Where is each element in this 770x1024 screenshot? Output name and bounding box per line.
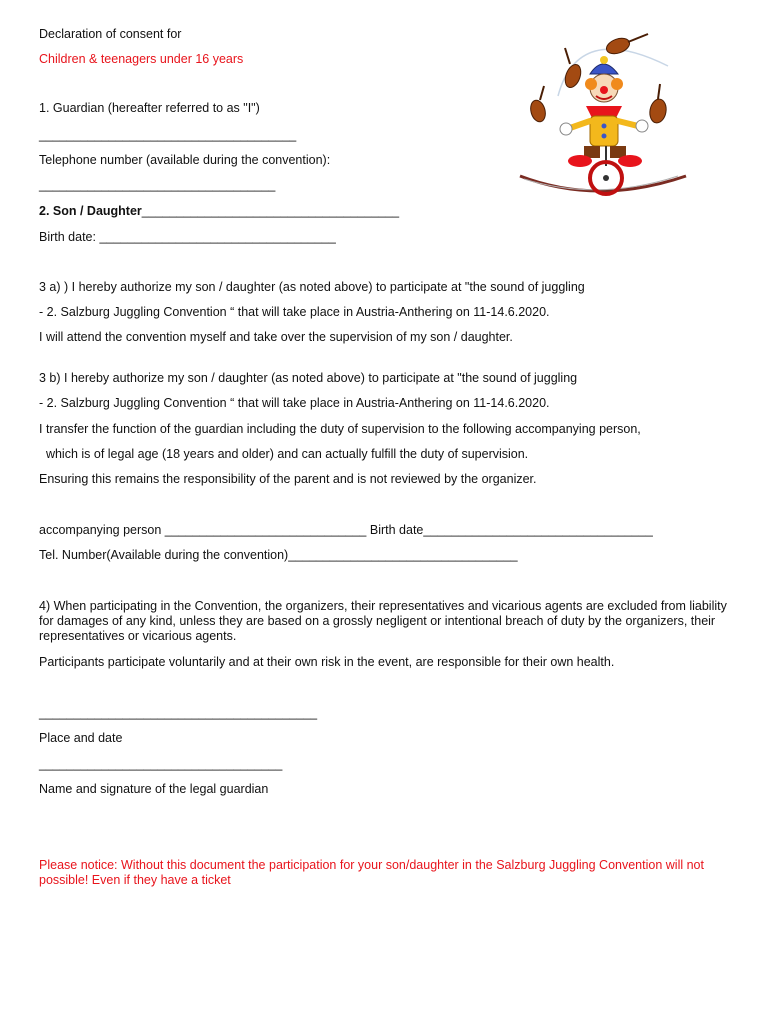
accompanying-person-field[interactable]: _____________________________ <box>164 523 367 537</box>
guardian-label: 1. Guardian (hereafter referred to as "I") <box>39 101 260 115</box>
section-3b-line-2: - 2. Salzburg Juggling Convention “ that will take place in Austria-Anthering on 11-14.6.2020. <box>39 396 550 410</box>
child-name-field[interactable]: _____________________________________ <box>141 204 400 218</box>
child-birth-row <box>39 230 336 245</box>
child-birth-label: Birth date: <box>39 230 100 244</box>
document-title: Declaration of consent for <box>39 27 182 41</box>
liability-paragraph: 4) When participating in the Convention, the organizers, their representatives and vicarious agents are excluded from liability for damages of any kind, unless they are based on a grossly negligent or intentional breach of duty by the organizers, their representatives or vicarious agents. <box>39 599 727 643</box>
section-3b-line-1: 3 b) I hereby authorize my son / daughter (as noted above) to participate at "the sound of juggling <box>39 371 578 385</box>
telephone-field[interactable]: __________________________________ <box>39 178 276 192</box>
section-3b-line-4: which is of legal age (18 years and older) and can actually fulfill the duty of supervision. <box>39 447 529 461</box>
juggling-clown-unicycle-icon <box>518 26 693 211</box>
child-row <box>39 204 399 219</box>
accompanying-person-label: accompanying person <box>39 523 165 537</box>
accompanying-birth-label: Birth date <box>366 523 424 537</box>
child-label: 2. Son / Daughter <box>39 204 142 218</box>
document-subtitle: Children & teenagers under 16 years <box>39 52 244 66</box>
section-3b-line-3: I transfer the function of the guardian including the duty of supervision to the following accompanying person, <box>39 422 641 436</box>
accompanying-tel-row <box>39 548 518 563</box>
accompanying-tel-field[interactable]: _________________________________ <box>288 548 518 562</box>
risk-paragraph: Participants participate voluntarily and at their own risk in the event, are responsible for their own health. <box>39 655 615 669</box>
guardian-name-field[interactable]: _____________________________________ <box>39 128 297 142</box>
child-birth-field[interactable]: __________________________________ <box>99 230 336 244</box>
section-3a-line-1: 3 a) ) I hereby authorize my son / daughter (as noted above) to participate at "the sound of juggling <box>39 280 585 294</box>
section-3b-line-5: Ensuring this remains the responsibility of the parent and is not reviewed by the organizer. <box>39 472 537 486</box>
place-date-field[interactable]: ________________________________________ <box>39 706 318 720</box>
accompanying-tel-label: Tel. Number(Available during the convention) <box>39 548 289 562</box>
guardian-signature-field[interactable]: ___________________________________ <box>39 757 283 771</box>
place-date-label: Place and date <box>39 731 123 745</box>
guardian-signature-label: Name and signature of the legal guardian <box>39 782 269 796</box>
telephone-label: Telephone number (available during the convention): <box>39 153 331 167</box>
accompanying-row <box>39 523 653 538</box>
section-3a-line-2: - 2. Salzburg Juggling Convention “ that will take place in Austria-Anthering on 11-14.6.2020. <box>39 305 550 319</box>
section-3a-line-3: I will attend the convention myself and take over the supervision of my son / daughter. <box>39 330 513 344</box>
notice-text: Please notice: Without this document the participation for your son/daughter in the Salzburg Juggling Convention will not possible! Even if they have a ticket <box>39 858 704 887</box>
accompanying-birth-field[interactable]: _________________________________ <box>423 523 653 537</box>
